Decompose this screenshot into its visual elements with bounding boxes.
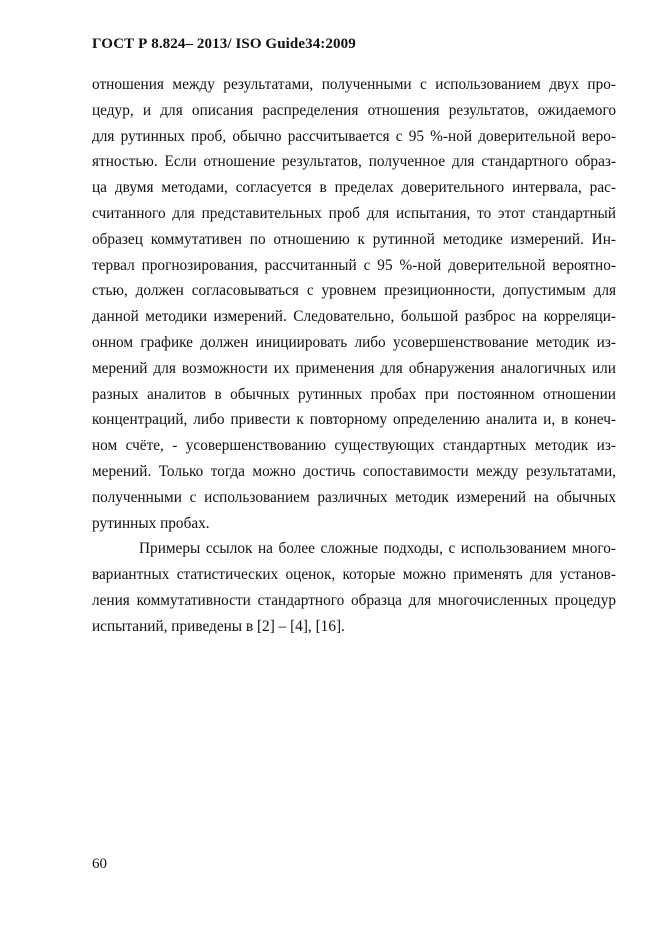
text-line: мерений для возможности их применения для обнаружения аналогичных или xyxy=(92,359,616,377)
text-line: ления коммутативности стандартного образца для многочисленных процедур xyxy=(92,591,616,609)
page-header: ГОСТ Р 8.824– 2013/ ISO Guide34:2009 xyxy=(92,36,356,52)
text-line: тервал прогнозирования, рассчитанный с 95 %-ной доверительной вероятно- xyxy=(92,256,616,274)
text-line: считанного для представительных проб для испытания, то этот стандартный xyxy=(92,204,616,222)
paragraph-1 xyxy=(92,72,616,536)
text-line: ном счёте, - усовершенствованию существующих стандартных методик из- xyxy=(92,437,616,455)
body-text xyxy=(92,72,616,640)
text-line: данной методики измерений. Следовательно, большой разброс на корреляци- xyxy=(92,308,616,326)
text-line: разных аналитов в обычных рутинных пробах при постоянном отношении xyxy=(92,385,616,403)
text-line: вариантных статистических оценок, которые можно применять для установ- xyxy=(92,566,616,584)
text-line: Примеры ссылок на более сложные подходы, с использованием много- xyxy=(139,540,616,558)
text-line: мерений. Только тогда можно достичь сопоставимости между результатами, xyxy=(92,462,616,480)
text-line: испытаний, приведены в [2] – [4], [16]. xyxy=(92,617,345,635)
text-line: для рутинных проб, обычно рассчитывается с 95 %-ной доверительной веро- xyxy=(92,127,616,145)
text-line: полученными с использованием различных методик измерений на обычных xyxy=(92,488,616,506)
text-line: цедур, и для описания распределения отношения результатов, ожидаемого xyxy=(92,101,616,119)
paragraph-2 xyxy=(92,536,616,639)
text-line: ятностью. Если отношение результатов, полученное для стандартного образ- xyxy=(92,153,616,171)
text-line: концентраций, либо привести к повторному определению аналита и, в конеч- xyxy=(92,411,616,429)
text-line: отношения между результатами, полученными с использованием двух про- xyxy=(92,76,616,93)
text-line: образец коммутативен по отношению к рутинной методике измерений. Ин- xyxy=(92,230,616,248)
text-line: ца двумя методами, согласуется в пределах доверительного интервала, рас- xyxy=(92,179,616,197)
text-line: рутинных пробах. xyxy=(92,514,210,532)
page-number: 60 xyxy=(92,856,107,872)
text-line: стью, должен согласовываться с уровнем презиционности, допустимым для xyxy=(92,282,616,300)
text-line: онном графике должен инициировать либо усовершенствование методик из- xyxy=(92,333,616,351)
